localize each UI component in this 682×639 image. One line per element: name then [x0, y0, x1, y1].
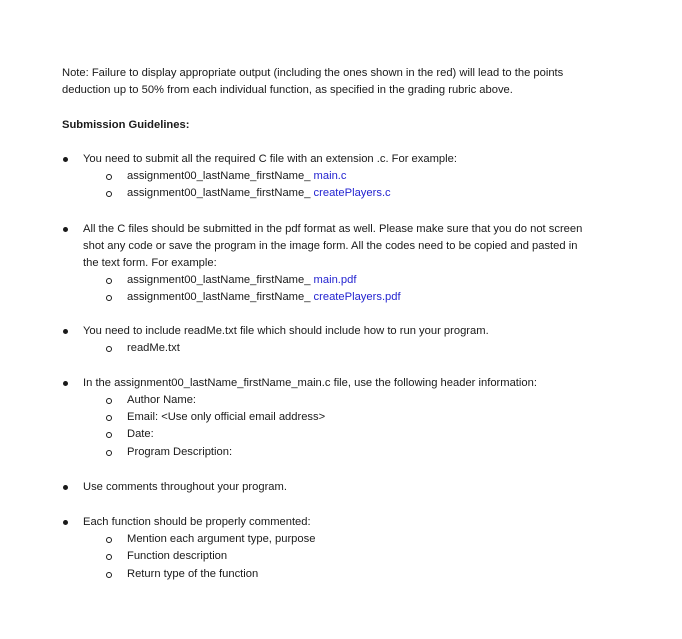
- bullet-icon: [63, 157, 68, 162]
- bullet-icon: [63, 381, 68, 386]
- circle-bullet-icon: [106, 572, 112, 578]
- item-3-line-0: In the assignment00_lastName_firstName_main.c file, use the following header information:: [83, 377, 537, 389]
- bullet-icon: [63, 520, 68, 525]
- item-0-line-0: You need to submit all the required C file with an extension .c. For example:: [83, 153, 457, 165]
- note-line-2: deduction up to 50% from each individual function, as specified in the grading rubric above.: [62, 84, 513, 96]
- circle-bullet-icon: [106, 554, 112, 560]
- item-1-line-0: All the C files should be submitted in the pdf format as well. Please make sure that you do not screen: [83, 223, 583, 235]
- item-2-sub-0: readMe.txt: [127, 342, 180, 354]
- item-1-line-1: shot any code or save the program in the image form. All the codes need to be copied and pasted in: [83, 240, 578, 252]
- item-3-sub-0: Author Name:: [127, 394, 197, 406]
- circle-bullet-icon: [106, 346, 112, 352]
- item-4-line-0: Use comments throughout your program.: [83, 481, 287, 493]
- item-0-sub-1: assignment00_lastName_firstName_ createPlayers.c: [127, 187, 391, 199]
- item-5-sub-1: Function description: [127, 550, 228, 562]
- bullet-icon: [63, 227, 68, 232]
- circle-bullet-icon: [106, 278, 112, 284]
- circle-bullet-icon: [106, 191, 112, 197]
- item-1-sub-1: assignment00_lastName_firstName_ createPlayers.pdf: [127, 291, 401, 303]
- item-3-sub-1: Email: <Use only official email address>: [127, 411, 326, 423]
- circle-bullet-icon: [106, 432, 112, 438]
- item-5-sub-2: Return type of the function: [127, 568, 259, 580]
- circle-bullet-icon: [106, 398, 112, 404]
- circle-bullet-icon: [106, 295, 112, 301]
- item-0-sub-0: assignment00_lastName_firstName_ main.c: [127, 170, 347, 182]
- item-3-sub-3: Program Description:: [127, 446, 233, 458]
- item-5-sub-0: Mention each argument type, purpose: [127, 533, 316, 545]
- bullet-icon: [63, 329, 68, 334]
- submission-guidelines-heading: Submission Guidelines:: [62, 119, 190, 131]
- circle-bullet-icon: [106, 415, 112, 421]
- note-line-1: Note: Failure to display appropriate output (including the ones shown in the red) will lead to the points: [62, 67, 564, 79]
- item-5-line-0: Each function should be properly commented:: [83, 516, 311, 528]
- circle-bullet-icon: [106, 450, 112, 456]
- item-3-sub-2: Date:: [127, 428, 154, 440]
- item-1-sub-0: assignment00_lastName_firstName_ main.pdf: [127, 274, 357, 286]
- item-1-line-2: the text form. For example:: [83, 257, 217, 269]
- bullet-icon: [63, 485, 68, 490]
- circle-bullet-icon: [106, 537, 112, 543]
- circle-bullet-icon: [106, 174, 112, 180]
- item-2-line-0: You need to include readMe.txt file which should include how to run your program.: [83, 325, 489, 337]
